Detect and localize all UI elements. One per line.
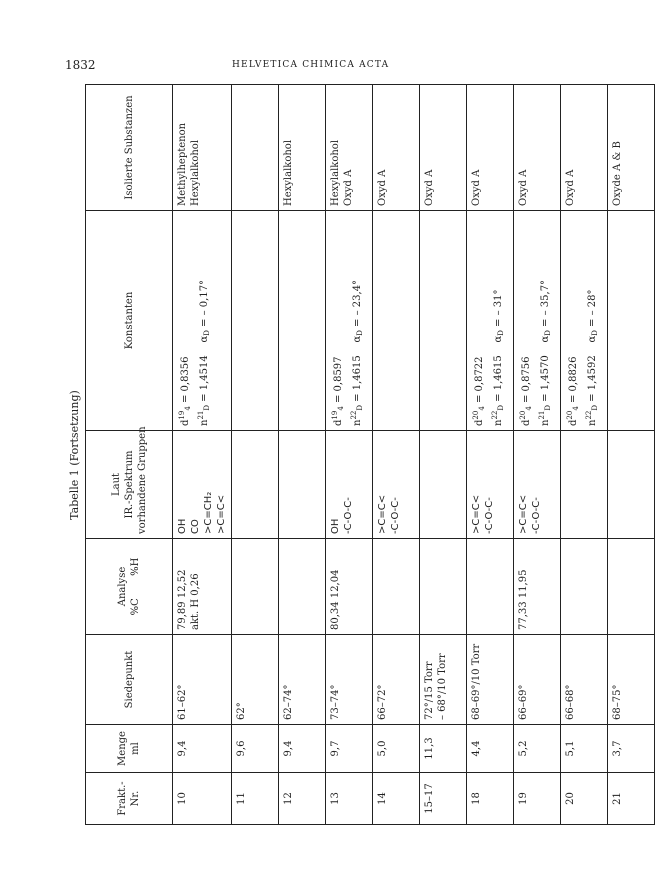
refraction-temp: 21: [538, 410, 546, 420]
cell-menge: [420, 725, 467, 773]
cell-konstanten: [561, 211, 608, 431]
siedepunkt-line: 68–69°/10 Torr: [471, 643, 482, 720]
density-temp: 20: [472, 410, 480, 420]
menge-value: 3,7: [612, 740, 623, 757]
cell-analyse: [279, 539, 326, 635]
ir-group: >C=C<: [471, 494, 482, 534]
cell-substanzen: [467, 85, 514, 211]
header-menge-line2: ml: [130, 742, 141, 755]
rotation-value: – 28°: [587, 289, 598, 316]
header-menge-line1: Menge: [117, 731, 128, 766]
analyse-c: 79,89: [177, 601, 188, 630]
refraction-temp: 22: [585, 410, 593, 420]
menge-value: 5,1: [565, 740, 576, 757]
rotation-value: – 35,7°: [540, 279, 551, 316]
header-ir-line2: IR.-Spektrum: [123, 450, 135, 519]
siedepunkt-line: 62°: [236, 702, 247, 720]
cell-menge: [467, 725, 514, 773]
cell-fraction-nr: [173, 773, 232, 825]
table-header-row: [86, 85, 173, 825]
table-caption: Tabelle 1 (Fortsetzung): [68, 390, 81, 520]
cell-substanzen: [420, 85, 467, 211]
cell-fraction-nr: [279, 773, 326, 825]
substance-name: Hexylalkohol: [283, 139, 294, 206]
cell-siedepunkt: [467, 635, 514, 725]
table-row: [326, 85, 373, 825]
cell-konstanten: [279, 211, 326, 431]
cell-konstanten: [373, 211, 420, 431]
cell-analyse: [326, 539, 373, 635]
refraction-value: 1,4615: [352, 355, 363, 391]
cell-konstanten: [173, 211, 232, 431]
table-row: [279, 85, 326, 825]
header-analyse-title: Analyse: [117, 566, 128, 607]
header-siedepunkt: Siedepunkt: [86, 635, 173, 725]
rotation-value: – 31°: [493, 289, 504, 316]
ir-group: OH: [330, 518, 341, 534]
ir-group: -C-O-C-: [531, 497, 542, 534]
density-temp: 19: [178, 410, 186, 420]
header-ir-line1: Laut: [110, 472, 122, 497]
table-row: [467, 85, 514, 825]
cell-menge: [608, 725, 655, 773]
ir-group: -C-O-C-: [343, 497, 354, 534]
refraction-line: $n^{22}_D = 1,4615$ $\alpha_D$ = – 31°: [491, 289, 505, 426]
cell-siedepunkt: [232, 635, 279, 725]
header-analyse-units: [129, 543, 142, 630]
cell-siedepunkt: [608, 635, 655, 725]
cell-fraction-nr: [561, 773, 608, 825]
refraction-value: 1,4615: [493, 355, 504, 391]
cell-ir-groups: [279, 431, 326, 539]
cell-konstanten: [326, 211, 373, 431]
cell-menge: [326, 725, 373, 773]
cell-analyse: [373, 539, 420, 635]
menge-value: 5,0: [377, 740, 388, 757]
cell-siedepunkt: [420, 635, 467, 725]
cell-konstanten: [232, 211, 279, 431]
menge-value: 5,2: [518, 740, 529, 757]
header-menge: [86, 725, 173, 773]
cell-ir-groups: [561, 431, 608, 539]
refraction-value: 1,4570: [540, 355, 551, 391]
substance-name: Hexylalkohol: [330, 139, 341, 206]
table-rotation-frame: [65, 85, 623, 825]
substance-name: Oxyd A: [565, 169, 576, 206]
analyse-h: 12,52: [177, 569, 188, 599]
menge-value: 9,7: [330, 740, 341, 757]
analyse-extra: akt. H 0,26: [190, 573, 201, 630]
refraction-value: 1,4514: [199, 355, 210, 391]
cell-fraction-nr: [232, 773, 279, 825]
header-analyse-h: %H: [130, 557, 141, 576]
fraction-nr: 12: [283, 792, 294, 805]
substance-name: Methylheptenon: [177, 122, 188, 206]
refraction-temp: 22: [491, 410, 499, 420]
ir-group: >C=CH₂: [203, 491, 214, 534]
cell-ir-groups: [326, 431, 373, 539]
table-row: [514, 85, 561, 825]
cell-analyse: [467, 539, 514, 635]
refraction-line: $n^{21}_D = 1,4514$ $\alpha_D$ = – 0,17°: [197, 279, 211, 426]
header-frakt-line1: Frakt.-: [117, 781, 128, 816]
ir-group: -C-O-C-: [484, 497, 495, 534]
table-row: [608, 85, 655, 825]
header-analyse: [86, 539, 173, 635]
cell-fraction-nr: [373, 773, 420, 825]
cell-ir-groups: [173, 431, 232, 539]
cell-ir-groups: [232, 431, 279, 539]
substance-name: Hexylalkohol: [190, 139, 201, 206]
cell-substanzen: [373, 85, 420, 211]
rotation-value: – 23,4°: [352, 279, 363, 316]
cell-menge: [173, 725, 232, 773]
fraction-nr: 13: [330, 792, 341, 805]
menge-value: 9,4: [283, 740, 294, 757]
cell-substanzen: [279, 85, 326, 211]
cell-fraction-nr: [514, 773, 561, 825]
menge-value: 9,6: [236, 740, 247, 757]
menge-value: 9,4: [177, 740, 188, 757]
siedepunkt-line: 61–62°: [177, 684, 188, 720]
cell-substanzen: [608, 85, 655, 211]
fraction-nr: 10: [177, 792, 188, 805]
refraction-line: $n^{22}_D = 1,4615$ $\alpha_D$ = – 23,4°: [350, 279, 364, 426]
cell-analyse: [420, 539, 467, 635]
analyse-values: [517, 543, 530, 630]
fraction-nr: 11: [236, 792, 247, 805]
cell-substanzen: [173, 85, 232, 211]
density-line: $d^{19}_4 = 0,8356$: [178, 356, 192, 426]
cell-siedepunkt: [279, 635, 326, 725]
ir-group: OH: [177, 518, 188, 534]
density-value: 0,8826: [568, 356, 579, 392]
header-analyse-c: %C: [130, 598, 141, 616]
cell-fraction-nr: [420, 773, 467, 825]
analyse-c: 77,33: [518, 601, 529, 630]
substance-name: Oxyd A: [377, 169, 388, 206]
page-number: 1832: [65, 58, 96, 72]
cell-analyse: [173, 539, 232, 635]
siedepunkt-line: – 68°/10 Torr: [437, 653, 448, 720]
header-ir-line3: vorhandene Gruppen: [136, 426, 148, 534]
siedepunkt-line: 66–69°: [518, 684, 529, 720]
cell-ir-groups: [514, 431, 561, 539]
substance-name: Oxyd A: [518, 169, 529, 206]
siedepunkt-line: 62–74°: [283, 684, 294, 720]
table-body: [173, 85, 655, 825]
cell-substanzen: [561, 85, 608, 211]
cell-ir-groups: [373, 431, 420, 539]
density-line: $d^{20}_4 = 0,8826$: [566, 356, 580, 426]
density-value: 0,8597: [333, 356, 344, 392]
rotation-value: – 0,17°: [199, 279, 210, 316]
header-substanzen: Isolierte Substanzen: [86, 85, 173, 211]
refraction-line: $n^{21}_D = 1,4570$ $\alpha_D$ = – 35,7°: [538, 279, 552, 426]
cell-analyse: [608, 539, 655, 635]
cell-substanzen: [232, 85, 279, 211]
ir-group: >C=C<: [377, 494, 388, 534]
fraction-nr: 19: [518, 792, 529, 805]
analyse-h: 12,04: [330, 569, 341, 599]
cell-konstanten: [420, 211, 467, 431]
fraction-nr: 15–17: [424, 783, 435, 814]
cell-menge: [561, 725, 608, 773]
cell-fraction-nr: [608, 773, 655, 825]
table-row: [561, 85, 608, 825]
density-line: $d^{19}_4 = 0,8597$: [331, 356, 345, 426]
data-table: [85, 84, 655, 825]
refraction-value: 1,4592: [587, 355, 598, 391]
cell-menge: [232, 725, 279, 773]
substance-name: Oxyd A: [343, 169, 354, 206]
cell-analyse: [232, 539, 279, 635]
analyse-values: [329, 543, 342, 630]
rotated-table-area: [65, 85, 623, 825]
journal-title: HELVETICA CHIMICA ACTA: [232, 60, 390, 70]
ir-group: -C-O-C-: [390, 497, 401, 534]
fraction-nr: 18: [471, 792, 482, 805]
cell-siedepunkt: [173, 635, 232, 725]
analyse-values: [176, 543, 189, 630]
analyse-c: 80,34: [330, 601, 341, 630]
cell-ir-groups: [608, 431, 655, 539]
density-line: $d^{20}_4 = 0,8756$: [519, 356, 533, 426]
table-row: [373, 85, 420, 825]
siedepunkt-line: 72°/15 Torr: [424, 661, 435, 720]
cell-menge: [279, 725, 326, 773]
cell-siedepunkt: [326, 635, 373, 725]
density-value: 0,8356: [180, 356, 191, 392]
siedepunkt-line: 66–72°: [377, 684, 388, 720]
refraction-temp: 22: [350, 410, 358, 420]
substance-name: Oxyd A: [471, 169, 482, 206]
cell-konstanten: [608, 211, 655, 431]
cell-konstanten: [467, 211, 514, 431]
refraction-line: $n^{22}_D = 1,4592$ $\alpha_D$ = – 28°: [585, 289, 599, 426]
density-temp: 20: [519, 410, 527, 420]
substance-name: Oxyde A & B: [612, 141, 623, 206]
cell-konstanten: [514, 211, 561, 431]
cell-menge: [514, 725, 561, 773]
table-row: [420, 85, 467, 825]
density-value: 0,8756: [521, 356, 532, 392]
siedepunkt-line: 73–74°: [330, 684, 341, 720]
density-temp: 20: [566, 410, 574, 420]
analyse-h: 11,95: [518, 569, 529, 599]
siedepunkt-line: 66–68°: [565, 684, 576, 720]
cell-ir-groups: [467, 431, 514, 539]
ir-group: CO: [190, 519, 201, 534]
cell-analyse: [561, 539, 608, 635]
fraction-nr: 20: [565, 792, 576, 805]
refraction-temp: 21: [197, 410, 205, 420]
header-ir: [86, 426, 173, 539]
cell-siedepunkt: [373, 635, 420, 725]
cell-analyse: [514, 539, 561, 635]
fraction-nr: 14: [377, 792, 388, 805]
cell-siedepunkt: [514, 635, 561, 725]
siedepunkt-line: 68–75°: [612, 684, 623, 720]
fraction-nr: 21: [612, 792, 623, 805]
ir-group: >C=C<: [518, 494, 529, 534]
cell-ir-groups: [420, 431, 467, 539]
header-frakt: [86, 773, 173, 825]
density-value: 0,8722: [474, 356, 485, 392]
density-line: $d^{20}_4 = 0,8722$: [472, 356, 486, 426]
cell-siedepunkt: [561, 635, 608, 725]
table-row: [232, 85, 279, 825]
header-frakt-line2: Nr.: [130, 790, 141, 807]
header-konstanten: Konstanten: [86, 211, 173, 431]
cell-menge: [373, 725, 420, 773]
menge-value: 11,3: [424, 737, 435, 760]
menge-value: 4,4: [471, 740, 482, 757]
cell-fraction-nr: [326, 773, 373, 825]
cell-substanzen: [326, 85, 373, 211]
density-temp: 19: [331, 410, 339, 420]
ir-group: >C=C<: [216, 494, 227, 534]
cell-substanzen: [514, 85, 561, 211]
cell-fraction-nr: [467, 773, 514, 825]
substance-name: Oxyd A: [424, 169, 435, 206]
table-row: [173, 85, 232, 825]
